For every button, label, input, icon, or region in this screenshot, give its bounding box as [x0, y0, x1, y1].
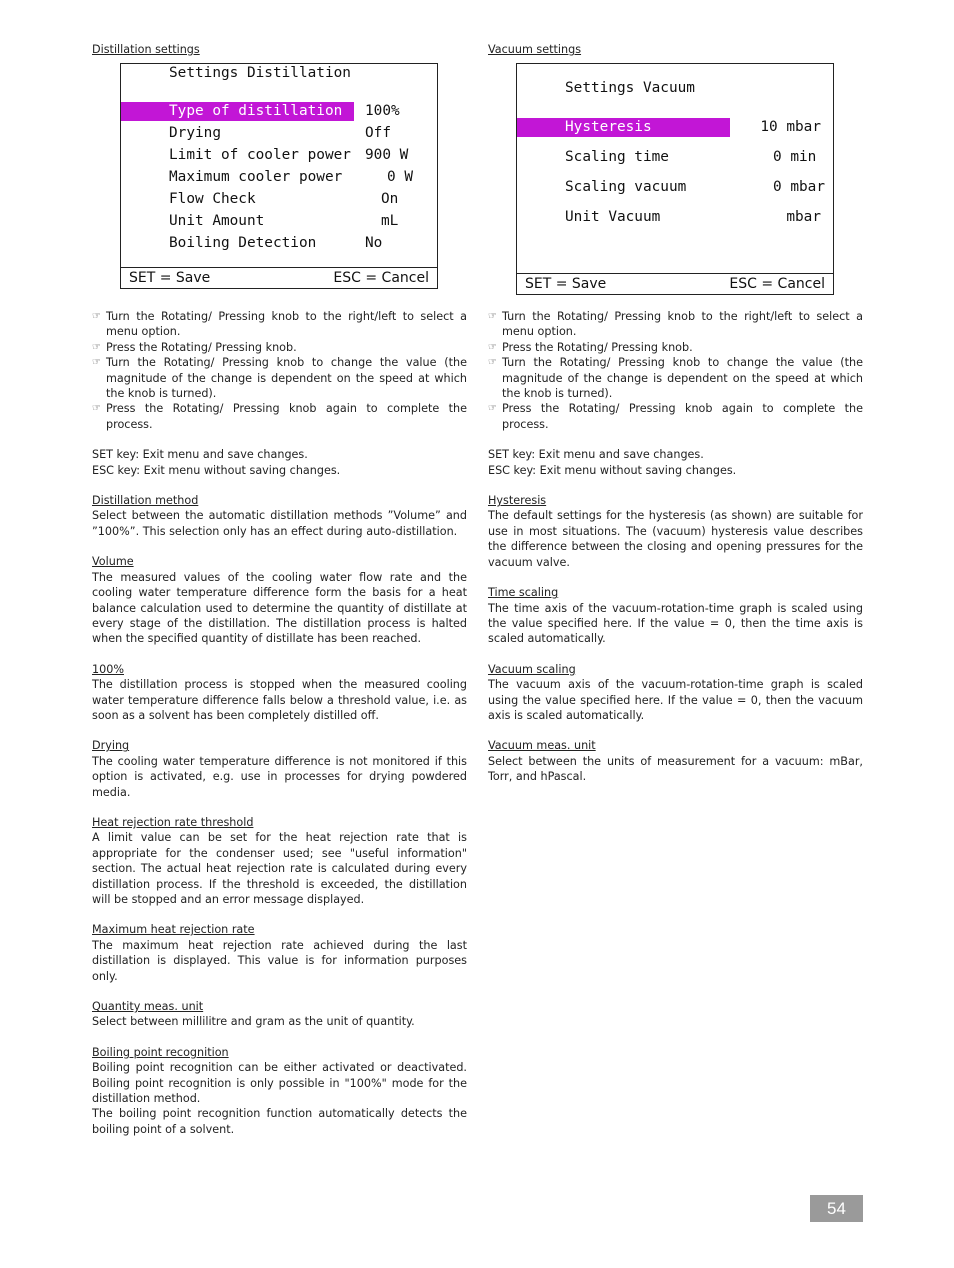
menu-row-value: 100%: [365, 103, 400, 119]
text-boiling-point-2: The boiling point recognition function automatically detects the boiling point of a solvent.: [92, 1107, 467, 1136]
heading-vacuum-scaling: Vacuum scaling: [488, 662, 576, 676]
esc-cancel-label[interactable]: ESC = Cancel: [333, 270, 429, 286]
right-column: [488, 42, 863, 785]
step-item: ☞ Press the Rotating/ Pressing knob.: [488, 340, 693, 354]
menu-row-value: Off: [365, 125, 391, 141]
menu-row-value: 0 min: [773, 149, 817, 165]
menu-row-label: Flow Check: [169, 191, 256, 207]
distillation-settings-title: Distillation settings: [92, 43, 200, 56]
menu-row-label: Maximum cooler power: [169, 169, 343, 185]
menu-row-value: No: [365, 235, 383, 251]
vacuum-settings-screen: [516, 63, 834, 295]
pointing-hand-icon: ☞: [488, 403, 497, 415]
set-key-note: SET key: Exit menu and save changes.: [92, 448, 308, 462]
step-item: ☞ Press the Rotating/ Pressing knob.: [92, 340, 297, 354]
screen-footer: [121, 267, 437, 288]
heading-hysteresis: Hysteresis: [488, 494, 547, 508]
heading-volume: Volume: [92, 555, 134, 569]
set-key-note: SET key: Exit menu and save changes.: [488, 448, 704, 462]
step-item: ☞ Press the Rotating/ Pressing knob again to complete the process.: [488, 402, 863, 431]
text-volume: The measured values of the cooling water flow rate and the cooling water temperature difference form the basis for a heat balance calculation used to determine the quantity of distillate at every stage of the distillation. The distillation process is halted when the specified quantity of distillate has been reached.: [92, 570, 467, 646]
menu-row-hysteresis[interactable]: [517, 117, 833, 137]
text-vacuum-unit: Select between the units of measurement for a vacuum: mBar, Torr, and hPascal.: [488, 754, 863, 784]
menu-row-scaling-vacuum[interactable]: [517, 177, 833, 197]
menu-row-label: Hysteresis: [565, 119, 652, 135]
pointing-hand-icon: ☞: [92, 357, 101, 369]
vacuum-settings-title: Vacuum settings: [488, 43, 582, 56]
menu-row-type-of-distillation[interactable]: [121, 101, 437, 121]
menu-row-value: mbar: [786, 209, 821, 225]
esc-key-note: ESC key: Exit menu without saving changes.: [92, 463, 341, 477]
screen-title: Settings Vacuum: [565, 80, 695, 96]
menu-row-boiling-detection[interactable]: [121, 233, 437, 253]
menu-row-drying[interactable]: [121, 123, 437, 143]
step-item: ☞ Turn the Rotating/ Pressing knob to change the value (the magnitude of the change is dependent on the speed at which the knob is turned).: [488, 356, 863, 401]
text-quantity-unit: Select between millilitre and gram as the unit of quantity.: [92, 1015, 415, 1029]
page-number: 54: [810, 1195, 863, 1222]
text-hysteresis: The default settings for the hysteresis (as shown) are suitable for use in most situations. The (vacuum) hysteresis value describes the difference between the closing and opening pressures for the vacuum valve.: [488, 509, 863, 569]
menu-row-label: Scaling vacuum: [565, 179, 687, 195]
heading-quantity-unit: Quantity meas. unit: [92, 1000, 204, 1014]
step-item: ☞ Turn the Rotating/ Pressing knob to the right/left to select a menu option.: [92, 310, 467, 339]
menu-row-unit-vacuum[interactable]: [517, 207, 833, 227]
heading-time-scaling: Time scaling: [488, 586, 559, 600]
text-vacuum-scaling: The vacuum axis of the vacuum-rotation-time graph is scaled using the value specified here. If the value = 0, then the vacuum axis is scaled automatically.: [488, 678, 863, 722]
esc-key-note: ESC key: Exit menu without saving changes.: [488, 463, 737, 477]
pointing-hand-icon: ☞: [92, 311, 101, 322]
text-distillation-method: Select between the automatic distillation methods ”Volume” and ”100%”. This selection only has an effect during auto-distillation.: [92, 509, 467, 538]
screen-footer: [517, 273, 833, 294]
text-time-scaling: The time axis of the vacuum-rotation-time graph is scaled using the value specified here. If the value = 0, then the time axis is scaled automatically.: [488, 601, 863, 646]
text-max-heat-rejection: The maximum heat rejection rate achieved during the last distillation is displayed. This value is for information purposes only.: [92, 938, 467, 983]
step-item: ☞ Press the Rotating/ Pressing knob again to complete the process.: [92, 402, 467, 431]
menu-row-label: Type of distillation: [169, 103, 343, 119]
menu-row-value: 10 mbar: [760, 119, 821, 135]
menu-row-label: Limit of cooler power: [169, 147, 351, 163]
menu-row-label: Boiling Detection: [169, 235, 317, 251]
heading-heat-rejection-threshold: Heat rejection rate threshold: [92, 815, 254, 829]
menu-row-label: Scaling time: [565, 149, 669, 165]
menu-row-value: 0 W: [387, 169, 413, 185]
distillation-settings-screen: [120, 63, 438, 289]
instruction-steps: [92, 309, 467, 432]
instruction-steps: [488, 309, 863, 432]
menu-row-value: 900 W: [365, 147, 409, 163]
pointing-hand-icon: ☞: [488, 357, 497, 369]
menu-row-unit-amount[interactable]: [121, 211, 437, 231]
text-heat-rejection-threshold: A limit value can be set for the heat rejection rate that is appropriate for the condenser used; see "useful information" section. The actual heat rejection rate is calculated during every distillation process. If the threshold is exceeded, the distillation will be stopped and an error message displayed.: [92, 831, 467, 906]
pointing-hand-icon: ☞: [488, 341, 497, 353]
screen-title: Settings Distillation: [169, 65, 351, 81]
heading-100-percent: 100%: [92, 662, 124, 676]
text-100-percent: The distillation process is stopped when the measured cooling water temperature difference falls below a threshold value, i.e. as soon as a solvent has been completely distilled off.: [92, 678, 467, 722]
heading-boiling-point: Boiling point recognition: [92, 1045, 229, 1059]
text-drying: The cooling water temperature difference is not monitored if this option is activated, e.g. use in processes for drying powdered media.: [92, 754, 467, 799]
step-item: ☞ Turn the Rotating/ Pressing knob to change the value (the magnitude of the change is dependent on the speed at which the knob is turned).: [92, 356, 467, 401]
esc-cancel-label[interactable]: ESC = Cancel: [729, 276, 825, 292]
menu-row-label: Unit Amount: [169, 213, 265, 229]
menu-row-label: Unit Vacuum: [565, 209, 661, 225]
menu-row-maximum-cooler-power[interactable]: [121, 167, 437, 187]
set-save-label[interactable]: SET = Save: [525, 276, 607, 292]
menu-row-value: 0 mbar: [773, 179, 825, 195]
heading-vacuum-unit: Vacuum meas. unit: [488, 739, 596, 753]
menu-row-flow-check[interactable]: [121, 189, 437, 209]
heading-drying: Drying: [92, 739, 130, 753]
set-save-label[interactable]: SET = Save: [129, 270, 211, 286]
menu-row-limit-of-cooler-power[interactable]: [121, 145, 437, 165]
pointing-hand-icon: ☞: [92, 403, 101, 415]
step-item: ☞ Turn the Rotating/ Pressing knob to the right/left to select a menu option.: [488, 310, 863, 339]
pointing-hand-icon: ☞: [488, 311, 497, 322]
pointing-hand-icon: ☞: [92, 341, 101, 353]
menu-row-value: On: [381, 191, 399, 207]
menu-row-scaling-time[interactable]: [517, 147, 833, 167]
text-boiling-point: Boiling point recognition can be either activated or deactivated. Boiling point recognition is only possible in "100%" mode for the distillation method.: [92, 1061, 467, 1106]
menu-row-label: Drying: [169, 125, 221, 141]
heading-max-heat-rejection: Maximum heat rejection rate: [92, 923, 255, 937]
heading-distillation-method: Distillation method: [92, 494, 199, 508]
menu-row-value: mL: [381, 213, 399, 229]
left-column: [92, 42, 467, 1137]
